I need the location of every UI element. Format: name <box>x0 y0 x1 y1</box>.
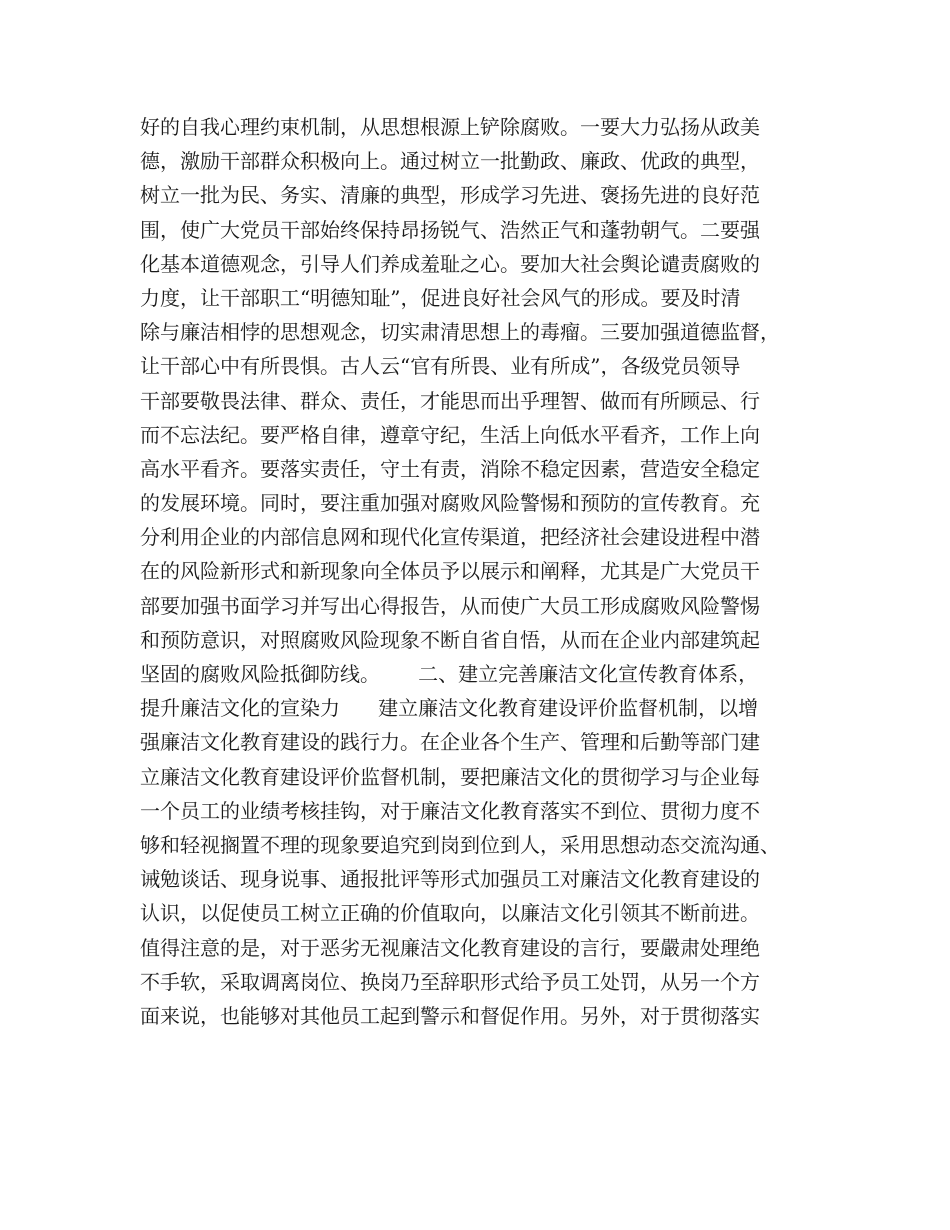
text-line: 力度，让干部职工“明德知耻”，促进良好社会风气的形成。要及时清 <box>140 285 741 310</box>
text-line: 化基本道德观念，引导人们养成羞耻之心。要加大社会舆论谴责腐败的 <box>140 251 760 276</box>
text-line: 的发展环境。同时，要注重加强对腐败风险警惕和预防的宣传教育。充 <box>140 491 760 516</box>
text-line: 干部要敬畏法律、群众、责任，才能思而出乎理智、做而有所顾忌、行 <box>140 388 760 413</box>
text-line: 坚固的腐败风险抵御防线。 二、建立完善廉洁文化宣传教育体系， <box>140 662 759 686</box>
text-line: 让干部心中有所畏惧。古人云“官有所畏、业有所成”，各级党员领导 <box>140 354 741 379</box>
text-line: 值得注意的是，对于恶劣无视廉洁文化教育建设的言行，要嚴肃处理绝 <box>140 935 760 960</box>
text-line: 一个员工的业绩考核挂钩，对于廉洁文化教育落实不到位、贯彻力度不 <box>140 798 760 823</box>
text-line: 和预防意识，对照腐败风险现象不断自省自悟，从而在企业内部建筑起 <box>140 627 760 652</box>
text-line: 强廉洁文化教育建设的践行力。在企业各个生产、管理和后勤等部门建 <box>140 730 760 755</box>
text-line: 而不忘法纪。要严格自律，遵章守纪，生活上向低水平看齐，工作上向 <box>140 422 760 447</box>
text-line: 树立一批为民、务实、清廉的典型，形成学习先进、褒扬先进的良好范 <box>140 183 760 208</box>
text-line: 好的自我心理约束机制，从思想根源上铲除腐败。一要大力弘扬从政美 <box>140 115 760 139</box>
text-line: 德，激励干部群众积极向上。通过树立一批勤政、廉政、优政的典型， <box>140 149 760 174</box>
text-line: 够和轻视搁置不理的现象要追究到岗到位到人，采用思想动态交流沟通、 <box>140 832 780 857</box>
text-line: 立廉洁文化教育建设评价监督机制，要把廉洁文化的贯彻学习与企业每 <box>140 764 760 789</box>
text-line: 提升廉洁文化的宣染力 建立廉洁文化教育建设评价监督机制，以增 <box>140 696 759 721</box>
text-line: 诫勉谈话、现身说事、通报批评等形式加强员工对廉洁文化教育建设的 <box>140 867 760 892</box>
text-line: 部要加强书面学习并写出心得报告，从而使广大员工形成腐败风险警惕 <box>140 593 760 618</box>
text-line: 高水平看齐。要落实责任，守土有责，消除不稳定因素，营造安全稳定 <box>140 456 760 481</box>
text-line: 认识，以促使员工树立正确的价值取向，以廉洁文化引领其不断前进。 <box>140 901 760 926</box>
text-line: 分利用企业的内部信息网和现代化宣传渠道，把经济社会建设进程中潜 <box>140 525 760 550</box>
text-line: 面来说，也能够对其他员工起到警示和督促作用。另外，对于贯彻落实 <box>140 1003 760 1028</box>
text-line: 围，使广大党员干部始终保持昂扬锐气、浩然正气和蓬勃朝气。二要强 <box>140 217 760 242</box>
body-text <box>140 110 820 1033</box>
text-line: 在的风险新形式和新现象向全体员予以展示和阐释，尤其是广大党员干 <box>140 559 760 584</box>
text-line: 不手软，采取调离岗位、换岗乃至辞职形式给予员工处罚，从另一个方 <box>140 969 760 994</box>
text-line: 除与廉洁相悖的思想观念，切实肃清思想上的毒瘤。三要加强道德监督， <box>140 320 780 345</box>
